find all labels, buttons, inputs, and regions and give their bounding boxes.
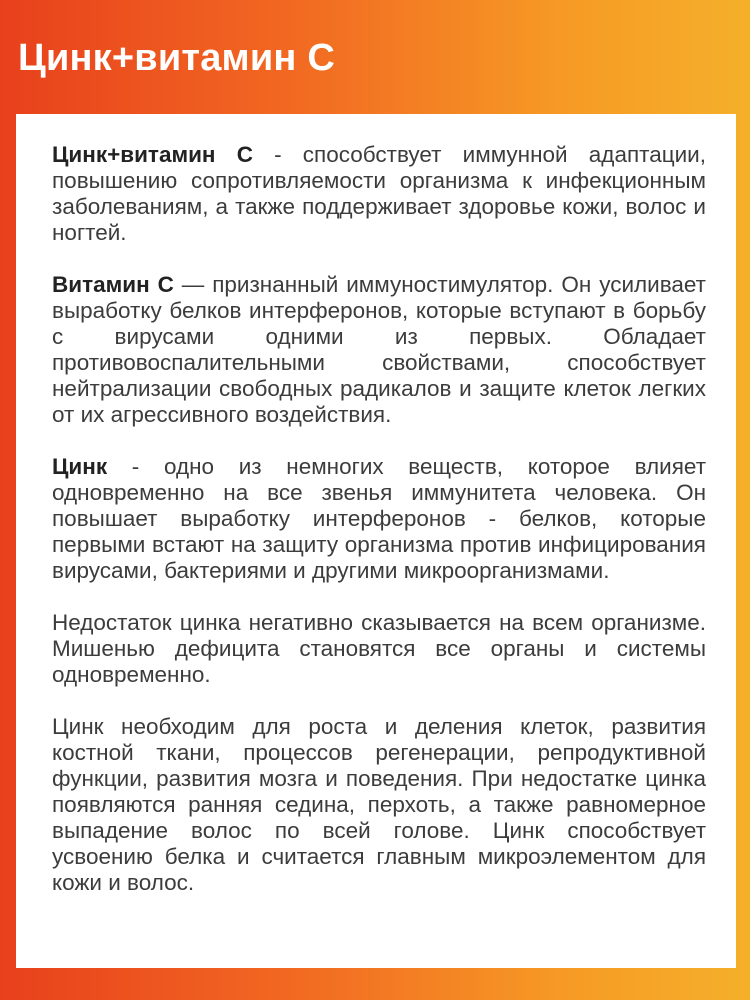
paragraph-text: - способствует иммунной адаптации, повышению сопротивляемости организма к инфекционным заболеваниям, а также поддерживает здоровье кожи, волос и ногтей. bbox=[52, 142, 706, 245]
paragraph-zinc-deficiency bbox=[52, 610, 706, 688]
paragraph-zinc bbox=[52, 454, 706, 584]
paragraph-text: Недостаток цинка негативно сказывается на всем организме. Мишенью дефицита становятся все органы и системы одновременно. bbox=[52, 610, 706, 687]
paragraph-text: - одно из немногих веществ, которое влияет одновременно на все звенья иммунитета человека. Он повышает выработку интерферонов - белков, которые первыми встают на защиту организма против инфицирования вирусами, бактериями и другими микроорганизмами. bbox=[52, 454, 706, 583]
paragraph-text: Цинк необходим для роста и деления клеток, развития костной ткани, процессов регенерации, репродуктивной функции, развития мозга и поведения. При недостатке цинка появляются ранняя седина, перхоть, а также равномерное выпадение волос по всей голове. Цинк способствует усвоению белка и считается главным микроэлементом для кожи и волос. bbox=[52, 714, 706, 895]
paragraph-text: — признанный иммуностимулятор. Он усиливает выработку белков интерферонов, которые вступают в борьбу с вирусами одними из первых. Обладает противовоспалительными свойствами, способствует нейтрализации свободных радикалов и защите клеток легких от их агрессивного воздействия. bbox=[52, 272, 706, 427]
paragraph-bold-term: Цинк bbox=[52, 454, 108, 479]
paragraph-bold-term: Цинк+витамин С bbox=[52, 142, 253, 167]
paragraph-zinc-importance bbox=[52, 714, 706, 896]
paragraph-vitamin-c bbox=[52, 272, 706, 428]
page-title: Цинк+витамин С bbox=[18, 37, 335, 79]
content-card bbox=[16, 114, 736, 968]
paragraph-zinc-vitamin-c bbox=[52, 142, 706, 246]
paragraph-bold-term: Витамин С bbox=[52, 272, 174, 297]
